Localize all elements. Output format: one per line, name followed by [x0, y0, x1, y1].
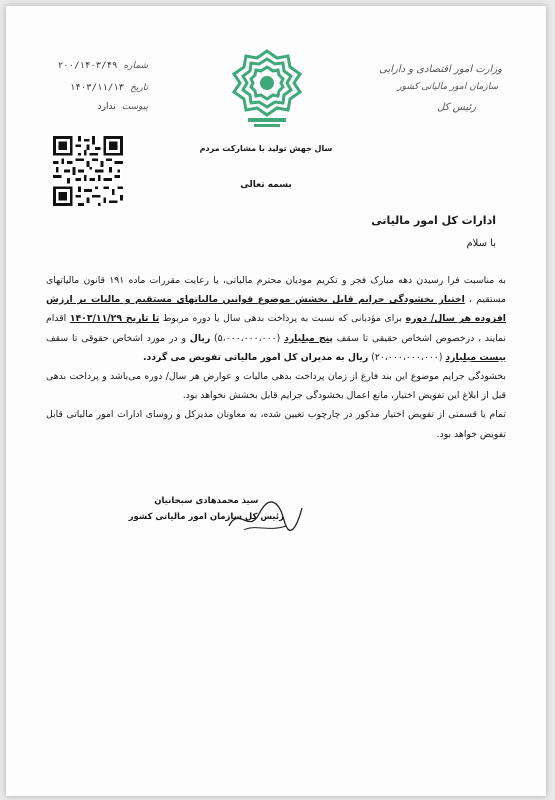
date-value: ۱۴۰۳/۱۱/۱۳: [69, 83, 125, 93]
letter-number-row: [38, 61, 148, 71]
attachment-row: [38, 102, 148, 112]
p1-bold-underline: اختیار بخشودگی جرایم قابل بخشش موضوع قوانین مالیاتهای مستقیم و مالیات بر ارزش افزوده هر سال/ دوره: [46, 294, 506, 325]
paragraph-1: [46, 271, 506, 367]
number-value: ۲۰۰/۱۴۰۳/۴۹: [57, 61, 118, 71]
paragraph-3: تمام یا قسمتی از تفویض اختیار مذکور در چارچوب تعیین شده، به معاونان مدیرکل و روسای ادارات امور مالیاتی قابل تفویض خواهد بود.: [46, 409, 506, 440]
letter-date-row: [38, 83, 148, 93]
p1-amount-legal: (۲۰،۰۰۰،۰۰۰،۰۰۰): [368, 351, 446, 363]
qr-code: [53, 136, 123, 206]
signatory-name: سید محمدهادی سبحانیان: [154, 496, 259, 506]
p1-amount-individuals: (۵،۰۰۰،۰۰۰،۰۰۰): [210, 332, 285, 344]
attachment-label: پیوست: [121, 102, 148, 112]
letter-body: [46, 271, 506, 444]
attachment-value: ندارد: [97, 102, 116, 112]
letter-page: [6, 6, 546, 796]
number-label: شماره: [123, 61, 148, 71]
ministry-name-line3: رئیس کل: [437, 102, 476, 113]
tax-organization-logo: [228, 48, 306, 130]
p1-text: و در مورد اشخاص حقوقی تا سقف: [46, 332, 190, 344]
letter-meta: [38, 61, 148, 121]
ministry-name-line1: وزارت امور اقتصادی و دارایی: [379, 64, 502, 75]
addressee: ادارات کل امور مالیاتی: [371, 214, 496, 227]
p1-cap-individuals: پنج میلیارد: [284, 332, 333, 344]
ministry-name-line2: سازمان امور مالیاتی کشور: [397, 82, 498, 92]
paragraph-2: بخشودگی جرایم موضوع این بند فارغ از زمان پرداخت بدهی مالیات و عوارض هر سال/ دوره می‌باشد و پرداخت بدهی قبل از ابلاغ این تفویض اختیار، مانع اعمال بخشودگی جرایم قابل بخشش نخواهد بود.: [46, 371, 506, 402]
bismillah: بسمه تعالی: [240, 180, 292, 190]
p1-cap-legal: بیست میلیارد: [445, 351, 506, 363]
p1-text: اقدام نمایند ، درخصوص اشخاص حقیقی تا سقف: [46, 313, 506, 344]
p1-currency: ریال: [189, 332, 211, 344]
p1-closing: ریال به مدیران کل امور مالیاتی تفویض می گردد.: [142, 351, 369, 363]
salutation: با سلام: [466, 238, 496, 249]
p1-text: به مناسبت فرا رسیدن دهه مبارک فجر و تکریم مودیان محترم مالیاتی، با رعایت مقررات ماده ۱۹۱ قانون مالیاتهای مستقیم ،: [46, 275, 506, 306]
signatory-title: رئیس کل سازمان امور مالیاتی کشور: [128, 512, 284, 522]
p1-deadline: تا تاریخ ۱۴۰۳/۱۱/۲۹: [69, 313, 160, 325]
year-motto: سال جهش تولید با مشارکت مردم: [199, 144, 333, 153]
date-label: تاریخ: [130, 83, 148, 93]
p1-text: برای مؤدیانی که نسبت به پرداخت بدهی سال یا دوره مربوط: [159, 313, 406, 325]
signatory: [129, 493, 284, 525]
